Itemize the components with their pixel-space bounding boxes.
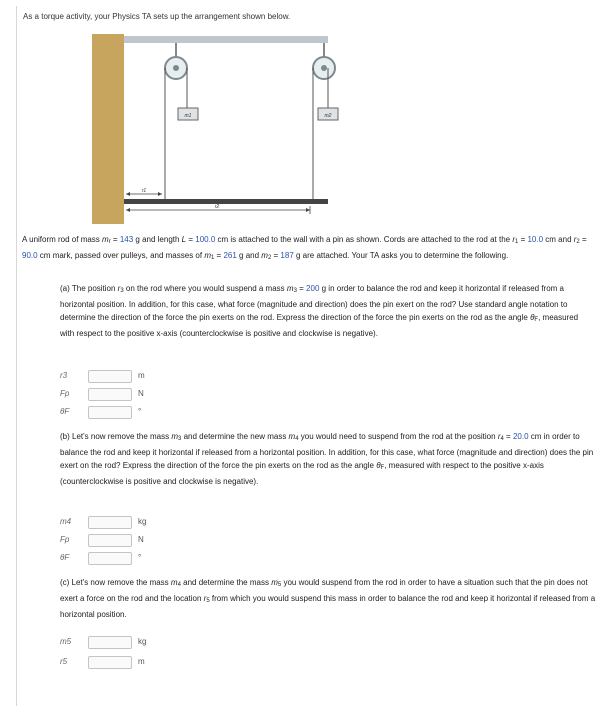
- part-b-theta-label: θF: [60, 553, 70, 562]
- part-c-r5-row: [60, 656, 180, 670]
- part-a-theta-row: [60, 406, 180, 420]
- part-b-theta-row: [60, 552, 180, 566]
- part-a-r3-input[interactable]: [88, 370, 132, 383]
- mr-value: 143: [119, 235, 134, 244]
- r1-label: r1: [141, 188, 147, 194]
- r4-value: 20.0: [512, 432, 529, 441]
- part-a-text: (a) The position r3 on the rod where you would suspend a mass m3 = 200 g in order to balance the rod and keep it horizontal if released from a horizontal position. In addition, for this case, what force (magnitude and direction) does the pin exert on the rod? Use standard angle notation to determine the direction of the force the pin exerts on the rod. Express the direction of the force the pin exerts on the rod as the angle θF, measured with respect to the positive x-axis (counterclockwise is positive and clockwise is negative).: [60, 284, 579, 338]
- part-a-r3-unit: m: [138, 371, 145, 380]
- part-a-r3-row: [60, 370, 180, 384]
- r1-value: 10.0: [527, 235, 544, 244]
- m1-value: 261: [223, 251, 237, 260]
- m2-value: 187: [280, 251, 294, 260]
- part-c-m5-row: [60, 636, 180, 650]
- part-a-fp-row: [60, 388, 180, 402]
- part-a-theta-label: θF: [60, 407, 70, 416]
- part-c-text: (c) Let's now remove the mass m4 and determine the mass m5 you would suspend from the rod in order to have a situation such that the pin does not exert a force on the rod and the location r5 from which you would suspend this mass in order to balance the rod and keep it horizontal if released from a horizontal position.: [60, 578, 596, 619]
- part-b-theta-input[interactable]: [88, 552, 132, 565]
- part-c-m5-label: m5: [60, 637, 72, 646]
- part-a-fp-label: Fp: [60, 389, 70, 398]
- part-b-m4-unit: kg: [138, 517, 147, 526]
- part-b-m4-row: [60, 516, 180, 530]
- part-b-fp-row: [60, 534, 180, 548]
- part-b-fp-unit: N: [138, 535, 144, 544]
- part-b-m4-label: m4: [60, 517, 72, 526]
- m3-value: 200: [306, 284, 320, 293]
- r2-value: 90.0: [22, 251, 38, 260]
- part-c-m5-input[interactable]: [88, 636, 132, 649]
- part-a-theta-input[interactable]: [88, 406, 132, 419]
- part-b-theta-unit: °: [138, 553, 142, 562]
- pulley-figure: [92, 30, 332, 224]
- part-c-r5-label: r5: [60, 657, 68, 666]
- part-b-fp-label: Fp: [60, 535, 70, 544]
- part-c-r5-input[interactable]: [88, 656, 132, 669]
- rod: [124, 199, 328, 204]
- mass-1-label: m1: [184, 113, 192, 119]
- mass-2-label: m2: [324, 113, 332, 119]
- ceiling-bar: [124, 36, 328, 43]
- part-b-fp-input[interactable]: [88, 534, 132, 547]
- part-a-theta-unit: °: [138, 407, 142, 416]
- part-b-m4-input[interactable]: [88, 516, 132, 529]
- part-b-text: (b) Let's now remove the mass m3 and determine the new mass m4 you would need to suspend from the rod at the position r4 = 20.0 cm in order to balance the rod and keep it horizontal if released from a horizontal position. In addition, for this case, what force (magnitude and direction) does the pin exert on the rod? Express the direction of the force the pin exerts on the rod as the angle θF, measured with respect to the positive x-axis (counterclockwise is positive and clockwise is negative).: [60, 432, 594, 486]
- part-a-r3-label: r3: [60, 371, 68, 380]
- intro-text: As a torque activity, your Physics TA sets up the arrangement shown below.: [23, 12, 291, 21]
- r2-label: r2: [214, 204, 220, 210]
- part-a-fp-unit: N: [138, 389, 144, 398]
- problem-statement: A uniform rod of mass mr = 143 g and length L = 100.0 cm is attached to the wall with a pin as shown. Cords are attached to the rod at the r1 = 10.0 cm and r2 = 90.0 cm mark, passed over pulleys, and masses of m1 = 261 g and m2 = 187 g are attached. Your TA asks you to determine the following.: [22, 235, 587, 261]
- part-a-fp-input[interactable]: [88, 388, 132, 401]
- wall: [92, 34, 124, 224]
- part-c-r5-unit: m: [138, 657, 145, 666]
- part-c-m5-unit: kg: [138, 637, 147, 646]
- L-value: 100.0: [195, 235, 216, 244]
